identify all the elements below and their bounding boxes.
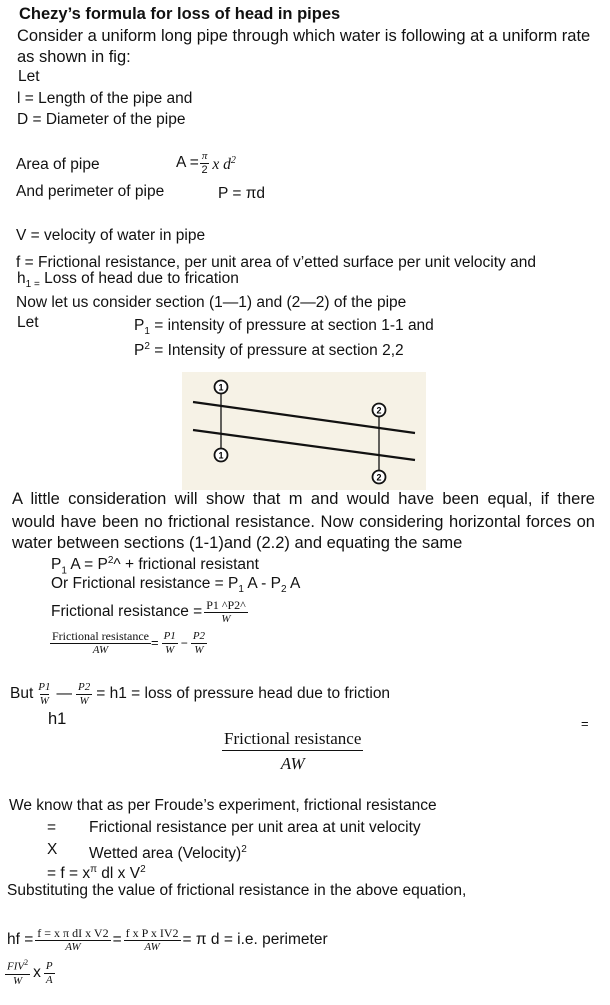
froude-row1-symbol: = (47, 819, 57, 836)
but-p2-den: W (79, 694, 89, 707)
paragraph-line-2: would have been no frictional resistance. Now considering horizontal forces on (12, 513, 595, 531)
eq3-denominator: W (221, 613, 231, 625)
hf-equals: = (112, 931, 122, 948)
hf-f1-num: f = x π dI x V2 (37, 926, 109, 940)
eq4-numerator: Frictional resistance (52, 629, 149, 643)
result-f2-num: P (45, 959, 53, 972)
p2-superscript: 2 (144, 341, 150, 352)
equation-hf (7, 922, 328, 958)
but-p2-num: P2 (78, 680, 91, 693)
but-p1-num: P1 (38, 680, 51, 693)
but-p2-fraction (76, 682, 92, 707)
eq4-p2-fraction (191, 631, 207, 656)
eq2-p1-sub: 1 (238, 584, 244, 596)
area-rhs-text: x d (212, 156, 231, 174)
big-fraction-numerator: Frictional resistance (222, 730, 363, 751)
definition-diameter: D = Diameter of the pipe (17, 111, 186, 128)
result-f2-den: A (45, 973, 53, 986)
result-fraction-1 (5, 959, 30, 987)
result-times: x (33, 964, 41, 981)
but-label: But (10, 685, 34, 702)
eq4-p2-den: W (194, 643, 204, 656)
result-f1-num-text: FIV (7, 960, 25, 973)
hf-fraction-1 (35, 927, 110, 953)
big-fraction-denominator: AW (280, 754, 305, 773)
area-rhs-exponent: 2 (230, 154, 236, 166)
area-frac-num: π (201, 149, 208, 162)
equation-resistance-per-aw (50, 626, 207, 660)
document-title: Chezy’s formula for loss of head in pipes (19, 5, 341, 23)
area-frac-den: 2 (201, 163, 208, 176)
h-subscript: 1 = (25, 279, 40, 291)
p1-symbol: P (134, 317, 145, 334)
eq4-p1-fraction (162, 631, 178, 656)
but-p1-den: W (39, 694, 49, 707)
p2-text: = Intensity of pressure at section 2,2 (149, 342, 404, 360)
eq4-p1-den: W (165, 643, 175, 656)
h-symbol: h (17, 270, 26, 287)
hf-fraction-2 (124, 927, 181, 953)
definition-p2 (134, 337, 404, 361)
froude-row3-mid: dl x V (97, 865, 141, 883)
froude-row2-exponent: 2 (241, 844, 247, 855)
froude-row2-label: Wetted area (Velocity) (89, 845, 242, 863)
perimeter-label: And perimeter of pipe (16, 183, 165, 200)
section-1-bottom-label: 1 (218, 450, 224, 461)
but-p1-fraction (36, 682, 52, 707)
sections-statement: Now let us consider section (1—1) and (2—2) of the pipe (16, 294, 407, 311)
p1-text: = intensity of pressure at section 1-1 and (149, 317, 434, 334)
result-f1-den: W (12, 974, 23, 987)
froude-row3-lhs: = f = x (47, 865, 91, 883)
section-2-bottom-label: 2 (376, 472, 382, 483)
froude-row1-text: Frictional resistance per unit area at unit velocity (89, 819, 421, 836)
hf-f1-den: AW (65, 941, 81, 953)
section-2-top-label: 2 (376, 405, 382, 416)
eq1-p-sub: 1 (61, 565, 67, 577)
intro-line-1: Consider a uniform long pipe through which water is following at a uniform rate (17, 27, 591, 45)
eq4-p2-num: P2 (192, 629, 206, 642)
eq4-equals: = (150, 635, 159, 650)
equation-hf-result (5, 956, 55, 990)
eq4-lhs-fraction (50, 630, 151, 656)
definition-velocity: V = velocity of water in pipe (16, 227, 206, 244)
area-rhs (212, 151, 236, 175)
eq4-denominator: AW (92, 644, 109, 656)
h-text: Loss of head due to frication (39, 270, 239, 287)
eq2-p2-sub: 2 (280, 584, 287, 596)
eq1-p: P (51, 556, 62, 574)
definition-head-loss (17, 269, 239, 295)
area-lhs: A = (176, 154, 199, 171)
result-f1-num (5, 959, 30, 975)
section-1-top-label: 1 (218, 382, 224, 393)
result-fraction-2 (44, 961, 55, 986)
result-f1-num-exponent: 2 (24, 958, 29, 968)
area-label: Area of pipe (16, 156, 100, 173)
intro-line-2: as shown in fig: (17, 48, 131, 66)
paragraph-line-3: water between sections (1-1)and (2.2) and equating the same (12, 534, 463, 552)
big-fraction (222, 730, 363, 772)
eq3-fraction (204, 599, 248, 625)
hf-label: hf = (7, 931, 34, 948)
froude-row2-symbol: X (47, 841, 58, 858)
hf-f2-num: f x P x IV2 (125, 926, 179, 940)
eq4-p1-num: P1 (163, 629, 176, 642)
froude-row3-pi: π (90, 864, 97, 875)
p2-symbol: P (134, 342, 145, 360)
definition-frictional-resistance: f = Frictional resistance, per unit area of v’etted surface per unit velocity and (16, 254, 536, 271)
area-fraction (200, 151, 210, 176)
eq1-tail: ^ + frictional resistant (113, 556, 259, 574)
hf-tail: = π d = i.e. perimeter (182, 931, 328, 948)
perimeter-formula: P = πd (218, 185, 266, 202)
substituting-text: Substituting the value of frictional resistance in the above equation, (7, 882, 467, 899)
equation-head-loss (10, 676, 390, 712)
eq3-numerator: P1 ^P2^ (206, 598, 246, 612)
pipe-section-figure (182, 372, 426, 490)
definition-length: l = Length of the pipe and (17, 90, 193, 107)
eq3-label: Frictional resistance = (51, 603, 203, 620)
but-minus: — (56, 685, 72, 702)
pipe-diagram (182, 372, 426, 490)
equals-sign-right: = (581, 716, 589, 731)
eq2-lhs: Or Frictional resistance = P (51, 575, 239, 592)
eq2-tail: A (286, 575, 301, 592)
let-label-2: Let (17, 314, 39, 331)
equation-frictional-over-w (51, 594, 248, 630)
hf-f2-den: AW (144, 941, 160, 953)
p1-subscript: 1 (144, 326, 150, 338)
eq1-p-sup: 2 (107, 555, 114, 566)
paragraph-line-1: A little consideration will show that m and would have been equal, if there (12, 490, 595, 508)
but-text: = h1 = loss of pressure head due to friction (96, 685, 391, 702)
let-label: Let (18, 68, 40, 85)
eq1-mid: A = P (66, 556, 108, 574)
eq2-mid: A - P (243, 575, 281, 592)
eq4-minus: − (180, 636, 188, 650)
froude-intro: We know that as per Froude’s experiment, frictional resistance (9, 797, 437, 814)
area-formula (176, 146, 236, 180)
froude-row3-exponent: 2 (140, 864, 146, 875)
h1-label: h1 (48, 710, 67, 728)
